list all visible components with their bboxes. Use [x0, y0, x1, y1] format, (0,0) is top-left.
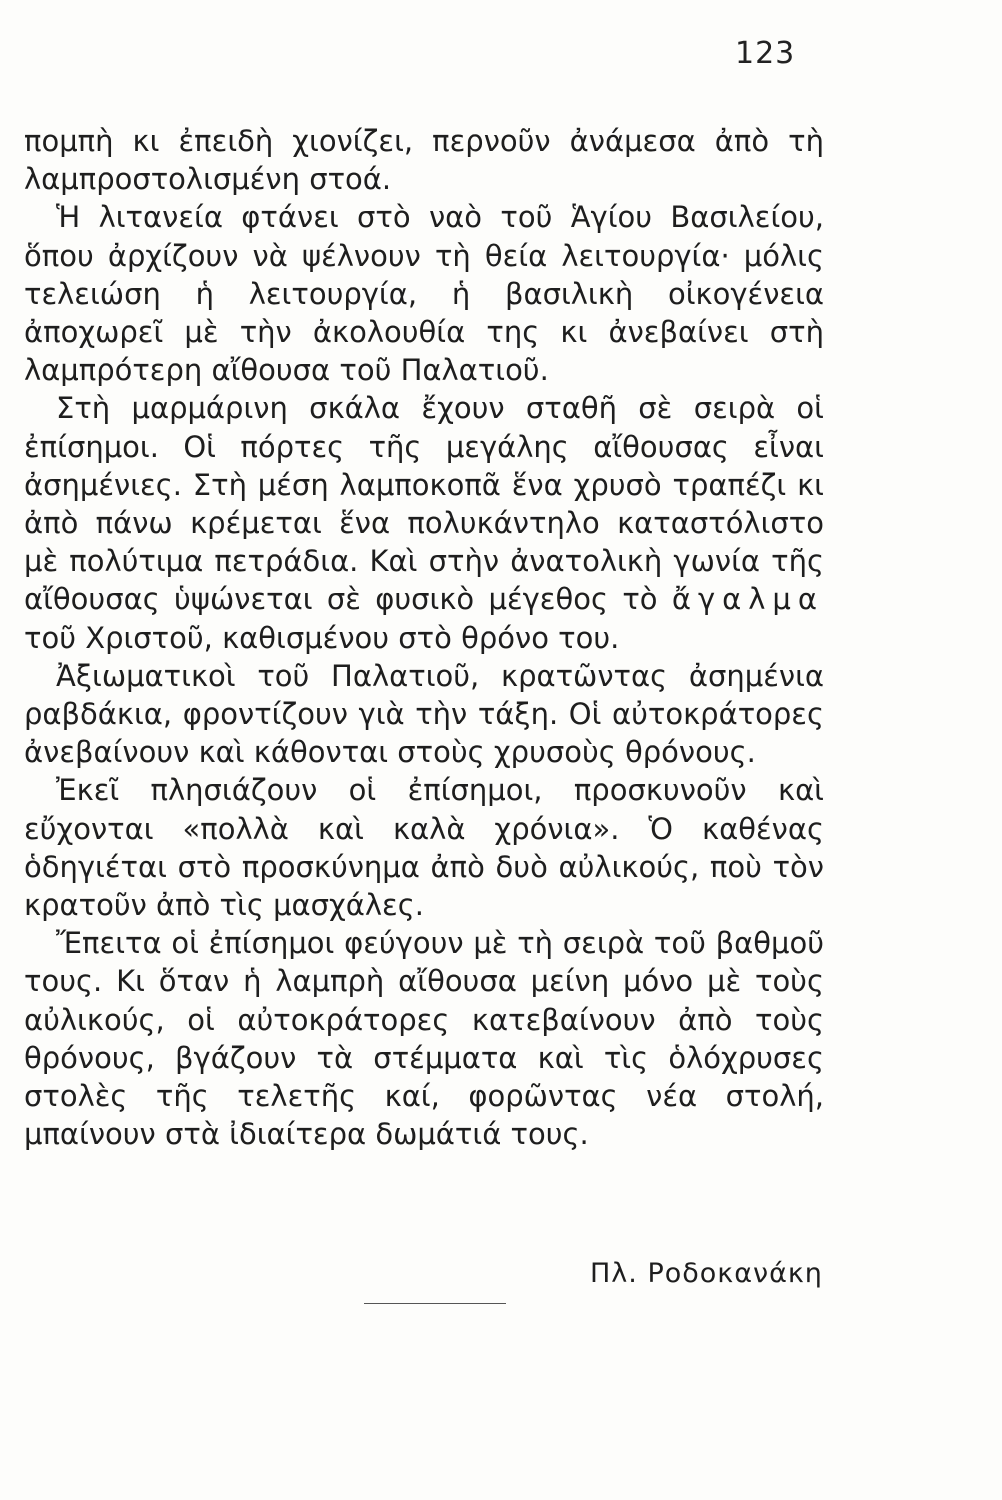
paragraph-procession: Ἡ λιτανεία φτάνει στὸ ναὸ τοῦ Ἁγίου Βασιλείου, ὅπου ἀρχίζουν νὰ ψέλνουν τὴ θεία λειτουργία· μόλις τελειώση ἡ λειτουργία, ἡ βασιλικὴ οἰκογένεια ἀποχωρεῖ μὲ τὴν ἀκολουθία της κι ἀνεβαίνει στὴ λαμπρότερη αἴθουσα τοῦ Παλατιοῦ.: [24, 200, 824, 388]
page-number: 123: [735, 36, 796, 71]
paragraph-continuation: πομπὴ κι ἐπειδὴ χιονίζει, περνοῦν ἀνάμεσα ἀπὸ τὴ λαμπροστολισμένη στοά.: [24, 124, 824, 197]
paragraph-greetings: Ἐκεῖ πλησιάζουν οἱ ἐπίσημοι, προσκυνοῦν καὶ εὔχονται «πολλὰ καὶ καλὰ χρόνια». Ὁ καθένας ὁδηγιέται στὸ προσκύνημα ἀπὸ δυὸ αὐλικούς, ποὺ τὸν κρατοῦν ἀπὸ τὶς μασχάλες.: [24, 773, 824, 923]
paragraph-hall: [24, 389, 824, 656]
body-text: [24, 122, 824, 1153]
paragraph-officers: Ἀξιωματικοὶ τοῦ Παλατιοῦ, κρατῶντας ἀσημένια ραβδάκια, φροντίζουν γιὰ τὴν τάξη. Οἱ αὐτοκράτορες ἀνεβαίνουν καὶ κάθονται στοὺς χρυσοὺς θρόνους.: [24, 658, 824, 770]
divider-rule: [364, 1303, 506, 1304]
paragraph-hall-text: Στὴ μαρμάρινη σκάλα ἔχουν σταθῆ σὲ σειρὰ οἱ ἐπίσημοι. Οἱ πόρτες τῆς μεγάλης αἴθουσας εἶναι ἀσημένιες. Στὴ μέση λαμποκοπᾶ ἕνα χρυσὸ τραπέζι κι ἀπὸ πάνω κρέμεται ἕνα πολυκάντηλο καταστόλιστο μὲ πολύτιμα πετράδια. Καὶ στὴν ἀνατολικὴ γωνία τῆς αἴθουσας ὑψώνεται σὲ φυσικὸ μέγεθος τὸ: [24, 391, 824, 617]
paragraph-departure: Ἔπειτα οἱ ἐπίσημοι φεύγουν μὲ τὴ σειρὰ τοῦ βαθμοῦ τους. Κι ὅταν ἡ λαμπρὴ αἴθουσα μείνη μόνο μὲ τοὺς αὐλικούς, οἱ αὐτοκράτορες κατεβαίνουν ἀπὸ τοὺς θρόνους, βγάζουν τὰ στέμματα καὶ τὶς ὁλόχρυσες στολὲς τῆς τελετῆς καί, φορῶντας νέα στολή, μπαίνουν στὰ ἰδιαίτερα δωμάτιά τους.: [24, 926, 824, 1152]
author-signature: Πλ. Ροδοκανάκη: [590, 1258, 823, 1289]
spaced-word: ἄγαλμα: [671, 582, 824, 617]
paragraph-hall-end: τοῦ Χριστοῦ, καθισμένου στὸ θρόνο του.: [24, 620, 620, 655]
